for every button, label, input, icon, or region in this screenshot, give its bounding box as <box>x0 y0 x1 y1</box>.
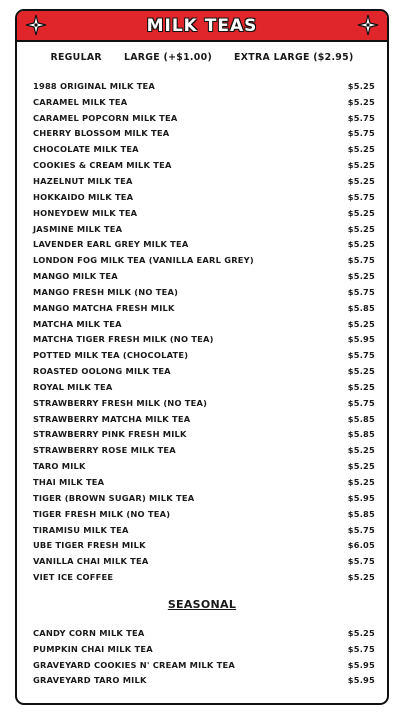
item-price: $5.95 <box>347 659 375 670</box>
item-price: $5.85 <box>347 429 375 440</box>
star-icon <box>25 14 47 36</box>
item-price: $6.05 <box>347 540 375 551</box>
item-price: $5.75 <box>347 524 375 535</box>
item-name: GRAVEYARD COOKIES N' CREAM MILK TEA <box>33 659 235 670</box>
item-name: MANGO FRESH MILK (NO TEA) <box>33 286 179 297</box>
menu-item <box>33 236 375 252</box>
menu-item <box>33 205 375 221</box>
item-price: $5.85 <box>347 413 375 424</box>
item-price: $5.25 <box>347 160 375 171</box>
item-price: $5.75 <box>347 191 375 202</box>
item-price: $5.75 <box>347 397 375 408</box>
item-name: HAZELNUT MILK TEA <box>33 175 133 186</box>
item-price: $5.25 <box>347 627 375 638</box>
item-price: $5.25 <box>347 445 375 456</box>
menu-card <box>15 9 389 705</box>
item-price: $5.25 <box>347 271 375 282</box>
menu-item <box>33 673 375 689</box>
menu-item <box>33 379 375 395</box>
seasonal-list <box>33 625 375 688</box>
menu-item <box>33 316 375 332</box>
item-name: MANGO MILK TEA <box>33 271 118 282</box>
page-title: MILK TEAS <box>146 15 258 36</box>
item-price: $5.25 <box>347 207 375 218</box>
menu-item <box>33 110 375 126</box>
size-extra-large: EXTRA LARGE ($2.95) <box>234 52 354 63</box>
menu-item <box>33 157 375 173</box>
item-name: CARAMEL POPCORN MILK TEA <box>33 112 178 123</box>
item-name: TIGER (BROWN SUGAR) MILK TEA <box>33 492 195 503</box>
item-name: MANGO MATCHA FRESH MILK <box>33 302 175 313</box>
item-name: CARAMEL MILK TEA <box>33 96 128 107</box>
item-name: COOKIES & CREAM MILK TEA <box>33 160 172 171</box>
item-price: $5.25 <box>347 80 375 91</box>
size-large: LARGE (+$1.00) <box>123 52 213 63</box>
milk-tea-list <box>33 78 375 585</box>
menu-item <box>33 347 375 363</box>
item-price: $5.25 <box>347 461 375 472</box>
item-price: $5.25 <box>347 366 375 377</box>
item-name: ROASTED OOLONG MILK TEA <box>33 366 171 377</box>
item-price: $5.25 <box>347 572 375 583</box>
item-price: $5.25 <box>347 318 375 329</box>
item-price: $5.75 <box>347 128 375 139</box>
star-icon <box>357 14 379 36</box>
menu-item <box>33 506 375 522</box>
item-name: MATCHA TIGER FRESH MILK (NO TEA) <box>33 334 214 345</box>
menu-item <box>33 641 375 657</box>
item-name: POTTED MILK TEA (CHOCOLATE) <box>33 350 189 361</box>
item-price: $5.95 <box>347 675 375 686</box>
menu-item <box>33 332 375 348</box>
menu-item <box>33 78 375 94</box>
item-name: THAI MILK TEA <box>33 477 105 488</box>
item-price: $5.25 <box>347 477 375 488</box>
item-name: VANILLA CHAI MILK TEA <box>33 556 149 567</box>
menu-item <box>33 284 375 300</box>
item-name: LAVENDER EARL GREY MILK TEA <box>33 239 189 250</box>
item-price: $5.25 <box>347 96 375 107</box>
menu-item <box>33 268 375 284</box>
item-price: $5.85 <box>347 508 375 519</box>
item-name: STRAWBERRY FRESH MILK (NO TEA) <box>33 397 208 408</box>
item-name: TIRAMISU MILK TEA <box>33 524 129 535</box>
item-name: HOKKAIDO MILK TEA <box>33 191 134 202</box>
menu-item <box>33 569 375 585</box>
menu-item <box>33 411 375 427</box>
item-name: STRAWBERRY ROSE MILK TEA <box>33 445 176 456</box>
menu-item <box>33 657 375 673</box>
item-price: $5.95 <box>347 492 375 503</box>
menu-item <box>33 490 375 506</box>
item-price: $5.75 <box>347 556 375 567</box>
item-price: $5.75 <box>347 255 375 266</box>
item-price: $5.25 <box>347 381 375 392</box>
item-name: CHOCOLATE MILK TEA <box>33 144 139 155</box>
item-name: MATCHA MILK TEA <box>33 318 122 329</box>
item-name: ROYAL MILK TEA <box>33 381 113 392</box>
item-price: $5.25 <box>347 144 375 155</box>
item-name: TIGER FRESH MILK (NO TEA) <box>33 508 171 519</box>
size-regular: REGULAR <box>50 52 102 63</box>
menu-item <box>33 94 375 110</box>
item-name: LONDON FOG MILK TEA (VANILLA EARL GREY) <box>33 255 254 266</box>
item-price: $5.75 <box>347 350 375 361</box>
item-price: $5.95 <box>347 334 375 345</box>
item-price: $5.25 <box>347 223 375 234</box>
menu-item <box>33 474 375 490</box>
menu-item <box>33 442 375 458</box>
item-name: HONEYDEW MILK TEA <box>33 207 138 218</box>
item-name: TARO MILK <box>33 461 86 472</box>
item-name: JASMINE MILK TEA <box>33 223 123 234</box>
menu-item <box>33 221 375 237</box>
item-name: GRAVEYARD TARO MILK <box>33 675 147 686</box>
item-name: VIET ICE COFFEE <box>33 572 114 583</box>
item-price: $5.25 <box>347 239 375 250</box>
menu-item <box>33 141 375 157</box>
menu-item <box>33 189 375 205</box>
menu-item <box>33 625 375 641</box>
menu-item <box>33 458 375 474</box>
item-price: $5.85 <box>347 302 375 313</box>
menu-item <box>33 427 375 443</box>
menu-item <box>33 363 375 379</box>
item-name: STRAWBERRY PINK FRESH MILK <box>33 429 187 440</box>
menu-item <box>33 252 375 268</box>
menu-item <box>33 126 375 142</box>
menu-item <box>33 300 375 316</box>
item-price: $5.75 <box>347 112 375 123</box>
menu-item <box>33 553 375 569</box>
item-price: $5.25 <box>347 175 375 186</box>
item-price: $5.75 <box>347 286 375 297</box>
item-name: CHERRY BLOSSOM MILK TEA <box>33 128 170 139</box>
seasonal-heading: SEASONAL <box>167 598 237 611</box>
item-name: PUMPKIN CHAI MILK TEA <box>33 643 153 654</box>
item-name: CANDY CORN MILK TEA <box>33 627 145 638</box>
item-name: UBE TIGER FRESH MILK <box>33 540 146 551</box>
menu-item <box>33 522 375 538</box>
item-name: 1988 ORIGINAL MILK TEA <box>33 80 156 91</box>
menu-item <box>33 173 375 189</box>
item-name: STRAWBERRY MATCHA MILK TEA <box>33 413 191 424</box>
size-options <box>17 52 387 63</box>
menu-item <box>33 395 375 411</box>
header-bar <box>17 11 387 42</box>
item-price: $5.75 <box>347 643 375 654</box>
menu-item <box>33 537 375 553</box>
